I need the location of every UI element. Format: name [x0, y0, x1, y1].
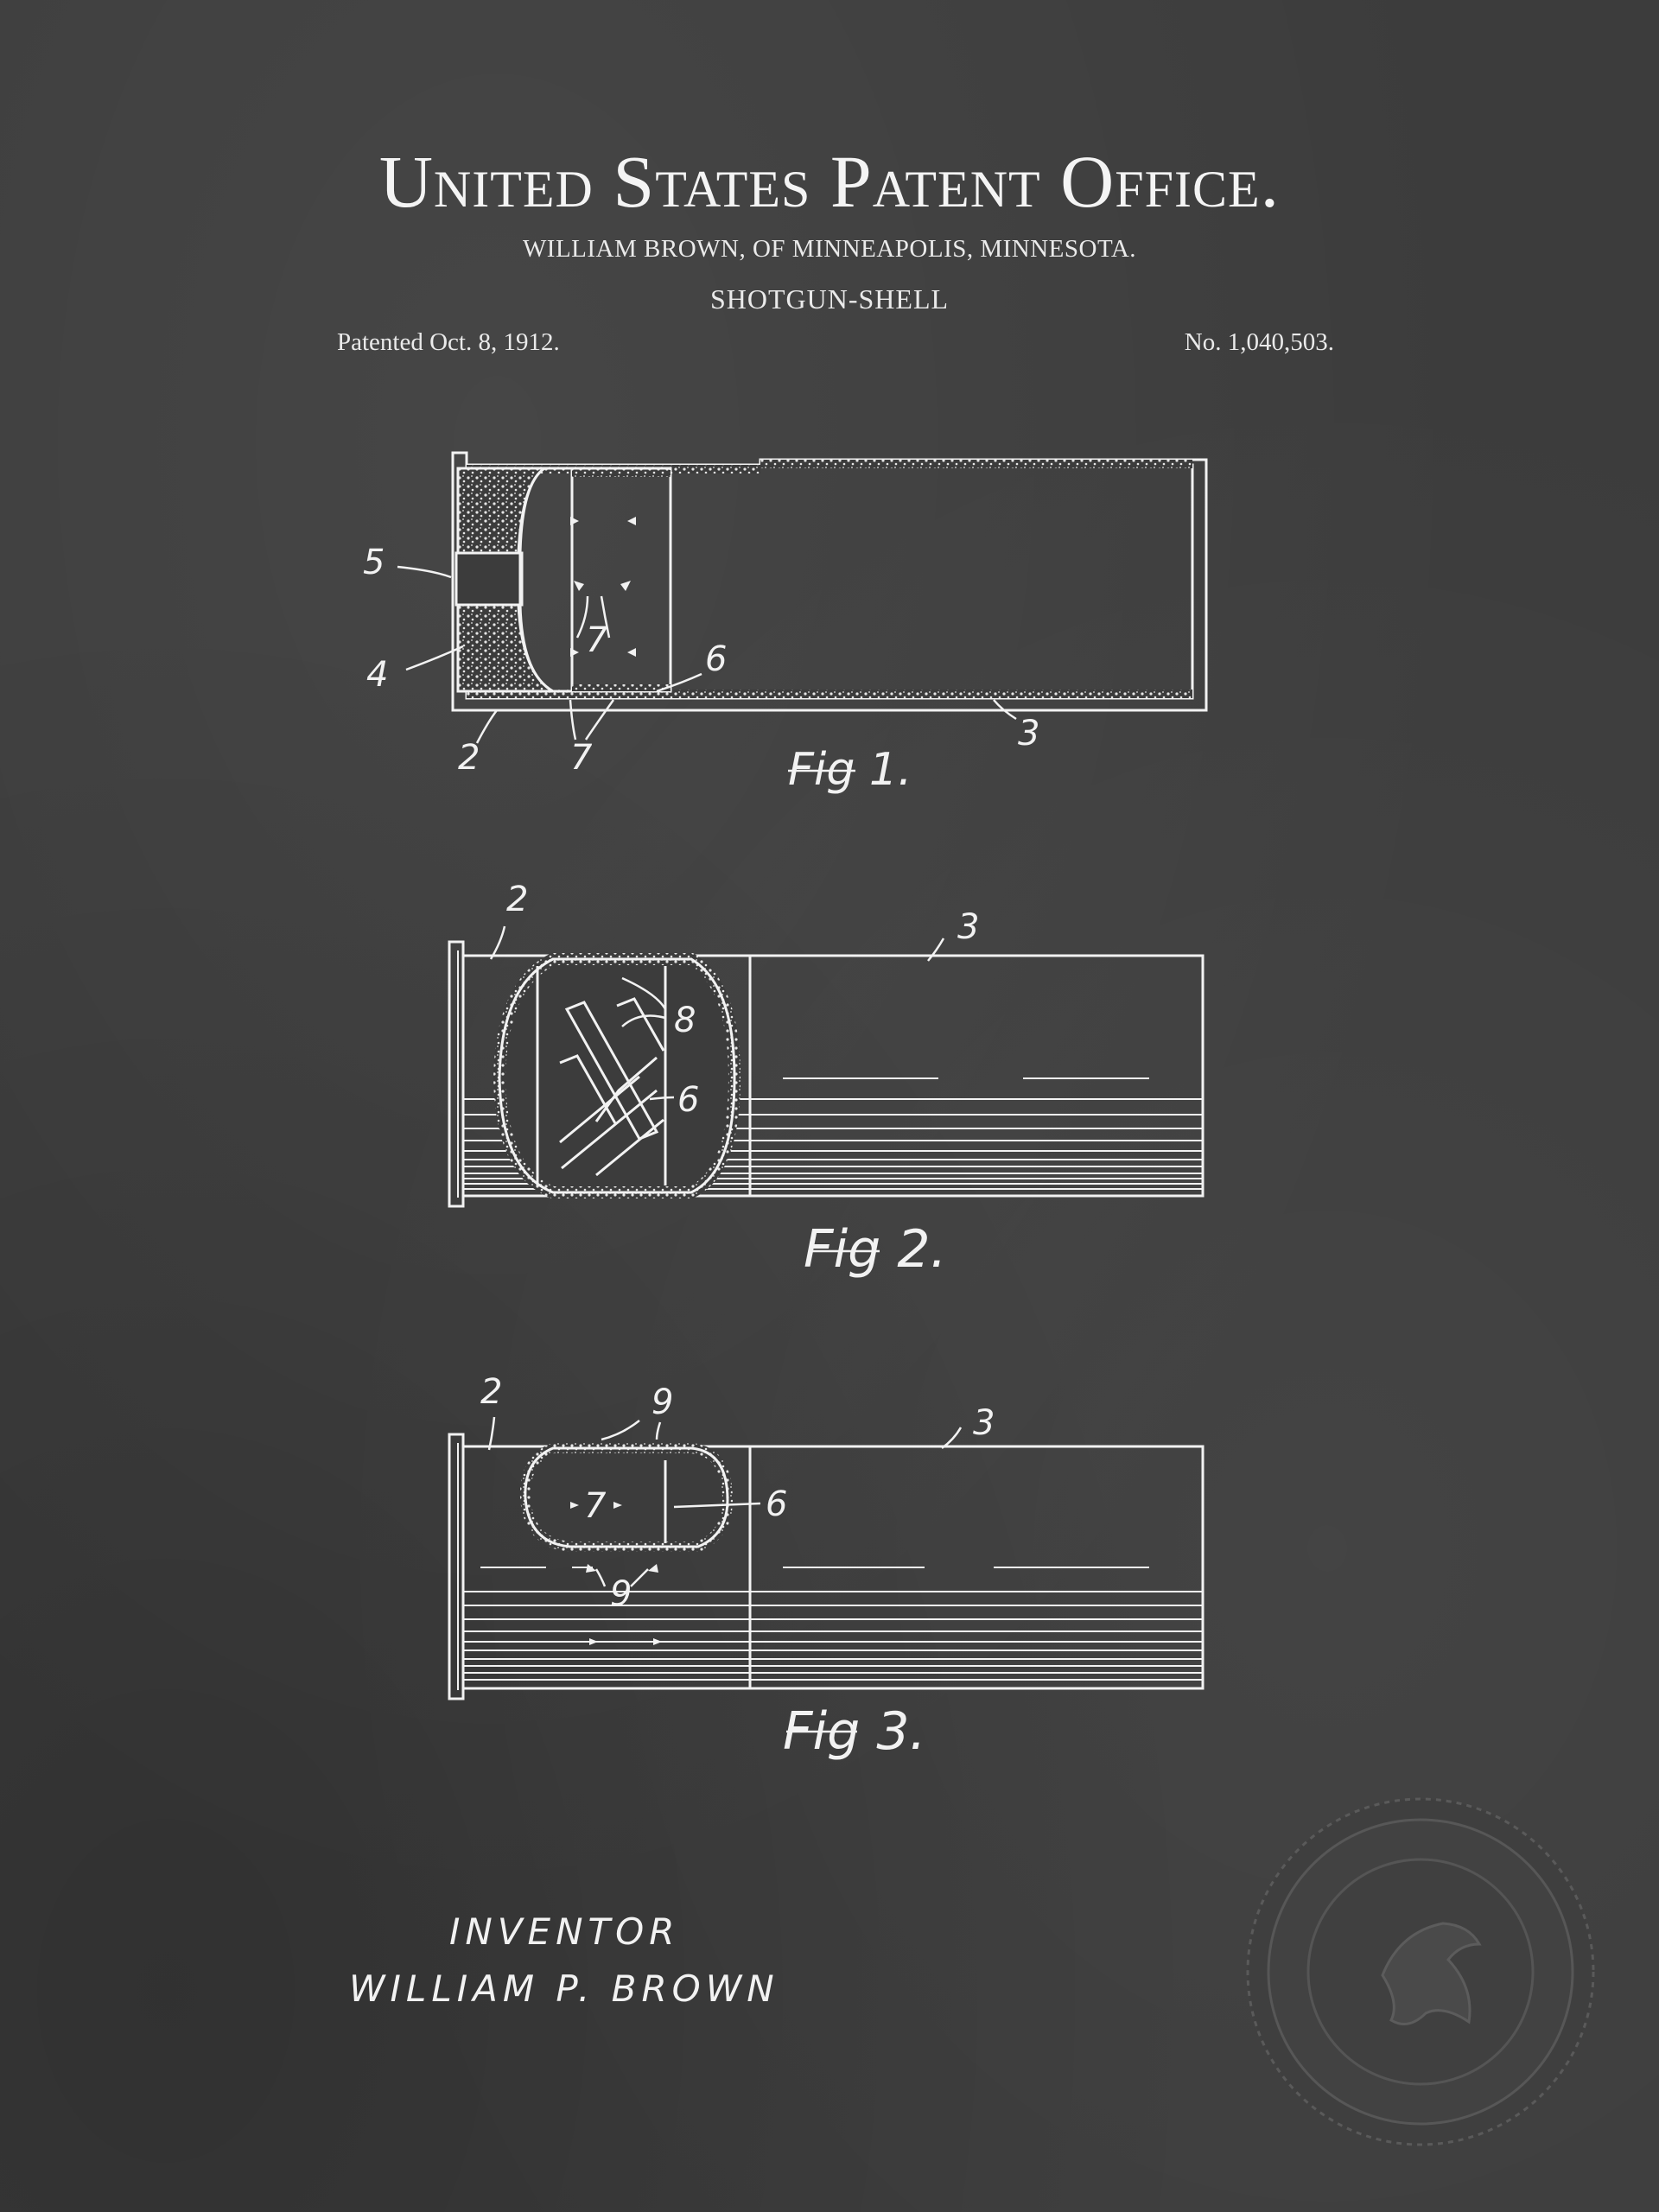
figure-1 — [363, 453, 1206, 796]
figure-2 — [449, 880, 1203, 1280]
signature-block — [349, 1910, 779, 2010]
fig3-label-7: 7 — [584, 1486, 607, 1526]
fig3-label-9b: 9 — [610, 1574, 632, 1614]
fig3-label-9a: 9 — [652, 1382, 674, 1422]
inventor-line: WILLIAM BROWN, OF MINNEAPOLIS, MINNESOTA. — [522, 235, 1137, 263]
fig1-label-7b: 7 — [570, 738, 593, 778]
fig2-label-6: 6 — [677, 1080, 700, 1120]
inventor-role: INVENTOR — [449, 1910, 680, 1953]
office-title: United States Patent Office. — [378, 140, 1281, 223]
figure-3 — [449, 1372, 1203, 1762]
eagle-seal-icon — [1248, 1799, 1593, 2145]
fig3-label-3: 3 — [973, 1403, 995, 1443]
fig2-label-8: 8 — [674, 1001, 696, 1040]
fig3-caption: Fig 3. — [783, 1701, 926, 1762]
inventor-signature: WILLIAM P. BROWN — [349, 1967, 779, 2010]
patent-date: Patented Oct. 8, 1912. — [337, 328, 560, 356]
fig3-label-6: 6 — [766, 1484, 788, 1524]
fig3-label-2: 2 — [480, 1372, 503, 1412]
fig1-label-6: 6 — [705, 639, 728, 679]
fig1-label-3: 3 — [1018, 714, 1040, 753]
fig1-label-4: 4 — [366, 655, 389, 695]
fig2-label-2: 2 — [506, 880, 529, 919]
fig1-label-2: 2 — [458, 738, 480, 778]
invention-title: SHOTGUN-SHELL — [709, 283, 950, 315]
fig1-caption: Fig 1. — [788, 744, 912, 796]
fig1-label-7a: 7 — [586, 620, 608, 660]
fig2-caption: Fig 2. — [804, 1219, 947, 1280]
fig2-label-3: 3 — [957, 907, 980, 947]
patent-number: No. 1,040,503. — [1184, 328, 1334, 356]
fig1-label-5: 5 — [363, 543, 385, 582]
